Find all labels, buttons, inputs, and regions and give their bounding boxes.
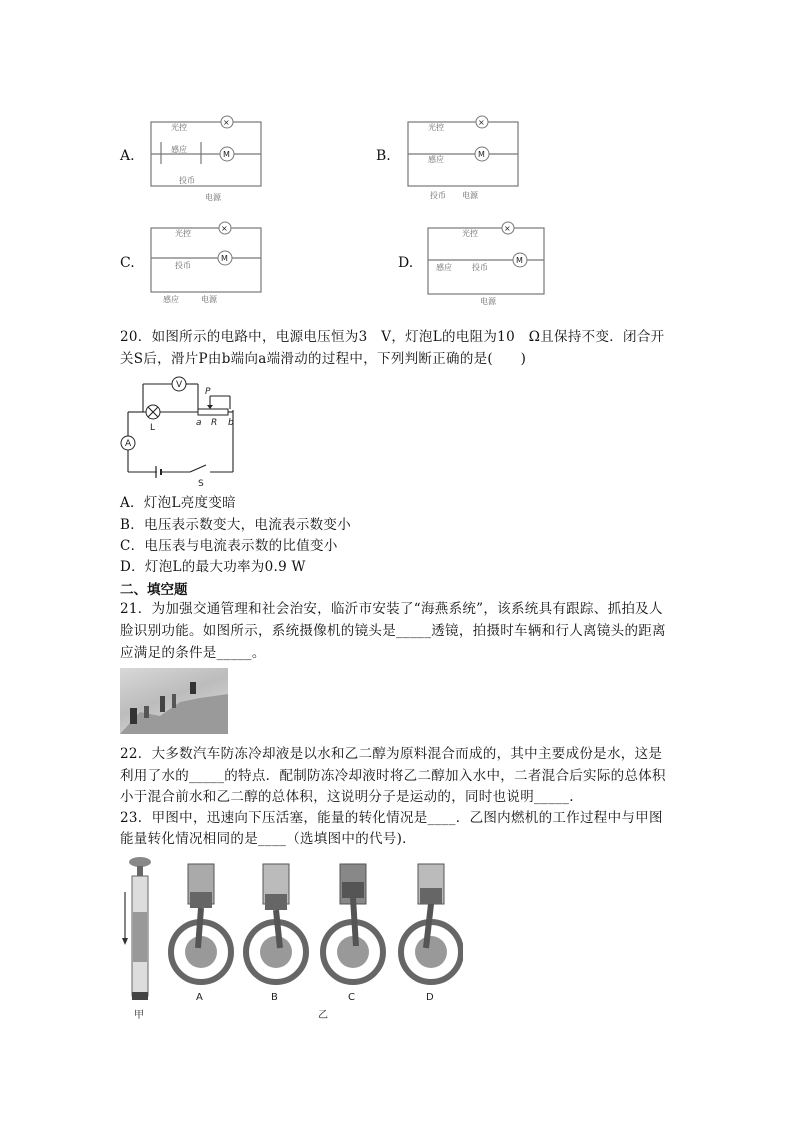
option-d-circuit	[422, 218, 552, 310]
engine-d	[401, 864, 461, 982]
motor-label-d: M	[516, 256, 523, 265]
q23-engine-figure	[118, 852, 463, 1024]
motor-label-b: M	[478, 150, 485, 159]
engine-b-label: B	[271, 992, 278, 1003]
end-b-label: b	[228, 418, 234, 428]
switch-light-label-d: 光控	[462, 229, 478, 238]
option-a-label: A.	[120, 148, 135, 164]
svg-text:×: ×	[221, 224, 228, 233]
switch-coin-label-b: 投币	[430, 191, 446, 200]
q22-line3: 小于混合前水和乙二醇的总体积，这说明分子是运动的，同时也说明_____.	[120, 789, 574, 805]
engine-a	[171, 864, 231, 982]
q21-line2: 脸识别功能。如图所示，系统摄像机的镜头是_____透镜，拍摄时车辆和行人离镜头的距离	[120, 623, 666, 639]
ammeter-label: A	[125, 439, 132, 449]
svg-text:×: ×	[223, 118, 230, 127]
option-d-label: D.	[398, 255, 414, 271]
switch-sense-label-c: 感应	[163, 295, 179, 304]
motor-label-c: M	[221, 254, 228, 263]
engine-c-label: C	[348, 992, 355, 1003]
q20-text-line2: 关S后，滑片P由b端向a端滑动的过程中，下列判断正确的是( )	[120, 351, 527, 367]
switch-sense-label-b: 感应	[428, 155, 444, 164]
q21-line1: 21．为加强交通管理和社会治安，临沂市安装了“海燕系统”，该系统具有跟踪、抓拍及人	[120, 601, 663, 617]
compression-cylinder	[122, 857, 151, 1000]
q22-line1: 22．大多数汽车防冻冷却液是以水和乙二醇为原料混合而成的，其中主要成份是水，这是	[120, 746, 663, 762]
engine-d-label: D	[426, 992, 434, 1003]
switch-light-label-c: 光控	[175, 229, 191, 238]
q20-choice-d: D．灯泡L的最大功率为0.9 W	[120, 559, 306, 575]
option-c-label: C.	[120, 255, 135, 271]
q20-text-line1: 20．如图所示的电路中，电源电压恒为3 V，灯泡L的电阻为10 Ω且保持不变．闭合开	[120, 329, 665, 345]
q20-choice-a: A．灯泡L亮度变暗	[120, 495, 236, 511]
switch-light-label-b: 光控	[428, 123, 444, 132]
voltmeter-label: V	[176, 380, 183, 390]
q20-circuit-diagram	[118, 372, 243, 487]
option-a-circuit	[145, 112, 270, 202]
motor-label-a: M	[223, 150, 230, 159]
switch-sense-label-d: 感应	[436, 263, 452, 272]
svg-text:×: ×	[504, 224, 511, 233]
section-heading-fill-blank: 二、填空题	[120, 582, 188, 598]
switch-s-label: S	[198, 479, 204, 487]
power-label-a: 电源	[205, 193, 221, 202]
switch-coin-label-d: 投币	[472, 263, 488, 272]
end-a-label: a	[196, 418, 202, 428]
camera-photo	[120, 668, 228, 734]
option-c-circuit	[145, 218, 270, 310]
switch-coin-label-c: 投币	[175, 261, 191, 270]
power-label-d: 电源	[480, 297, 496, 306]
power-label-c: 电源	[201, 295, 217, 304]
rheostat-r-label: R	[211, 418, 218, 428]
engine-a-label: A	[196, 992, 203, 1003]
svg-text:×: ×	[478, 118, 485, 127]
q21-line3: 应满足的条件是_____。	[120, 645, 266, 661]
power-label-b: 电源	[462, 191, 478, 200]
slider-p-label: P	[205, 387, 211, 397]
fig-jia-label: 甲	[134, 1010, 144, 1021]
q20-choice-c: C．电压表与电流表示数的比值变小	[120, 538, 338, 554]
engine-b	[246, 864, 306, 982]
q22-line2: 利用了水的_____的特点．配制防冻冷却液时将乙二醇加入水中，二者混合后实际的总体积	[120, 768, 666, 784]
engine-c	[323, 864, 383, 982]
switch-sense-label-a: 感应	[171, 145, 187, 154]
q23-line2: 能量转化情况相同的是____（选填图中的代号)．	[120, 831, 416, 847]
switch-light-label-a: 光控	[171, 123, 187, 132]
q23-line1: 23．甲图中，迅速向下压活塞，能量的转化情况是____．乙图内燃机的工作过程中与甲图	[120, 810, 663, 826]
option-b-circuit	[402, 112, 527, 202]
switch-coin-label-a: 投币	[179, 176, 195, 185]
fig-yi-label: 乙	[318, 1010, 328, 1021]
q20-choice-b: B．电压表示数变大，电流表示数变小	[120, 517, 352, 533]
option-b-label: B.	[376, 148, 391, 164]
lamp-label: L	[150, 423, 156, 433]
